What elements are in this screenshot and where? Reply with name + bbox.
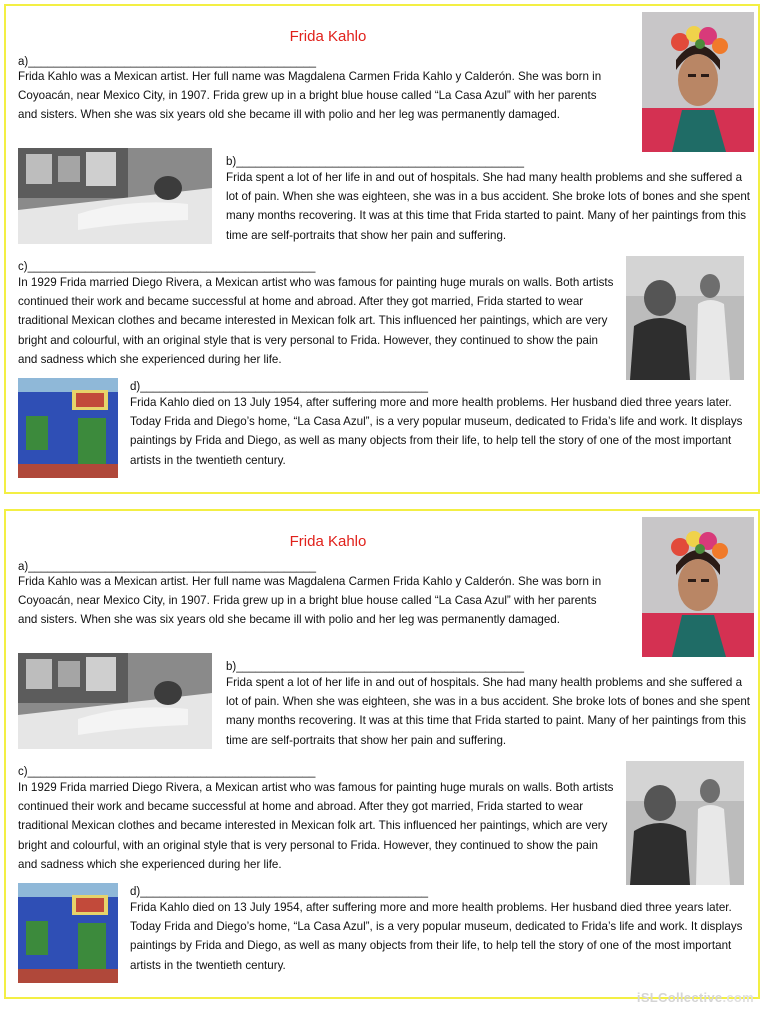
section-d-answer-line[interactable]: d)_____________________________________________	[130, 886, 429, 898]
section-b-paragraph: Frida spent a lot of her life in and out of hospitals. She had many health problems and she suffered a lot of pain. When she was eighteen, she was in a bus accident. She broke lots of bones and she spent many months recovering. It was at this time that Frida started to paint. Many of her paintings from this time are self-portraits that show her pain and suffering.	[226, 676, 750, 747]
section-d-answer-line[interactable]: d)_____________________________________________	[130, 381, 429, 393]
section-d-paragraph: Frida Kahlo died on 13 July 1954, after suffering more and more health problems. Her husband died three years later. Today Frida and Diego’s home, “La Casa Azul”, is a very popular museum, dedicated to Frida’s life and work. It displays paintings by Frida and Diego, as well as many objects from their life, to help tell the story of one of the most important artists in the twentieth century.	[130, 396, 743, 467]
islcollective-watermark	[637, 990, 754, 1005]
watermark-brand: iSLCollective	[636, 990, 723, 1005]
frida-and-diego-photo	[626, 761, 744, 885]
section-a-paragraph: Frida Kahlo was a Mexican artist. Her full name was Magdalena Carmen Frida Kahlo y Calderón. She was born in Coyoacán, near Mexico City, in 1907. Frida grew up in a bright blue house called “La Casa Azul” with her parents and sisters. When she was six years old she became ill with polio and her leg was permanently damaged.	[18, 70, 602, 122]
section-c-paragraph: In 1929 Frida married Diego Rivera, a Mexican artist who was famous for painting huge murals on walls. Both artists continued their work and became successful at home and abroad. After they got married, Frida started to wear traditional Mexican clothes and became interested in Mexican folk art. This influenced her paintings, which are very bright and colourful, with an original style that is very personal to Frida. However, they continued to show the pain and sadness which she experienced during her life.	[18, 276, 614, 366]
section-b-answer-line[interactable]: b)_____________________________________________	[226, 156, 525, 168]
worksheet-copy-2	[4, 509, 760, 999]
section-c-answer-line[interactable]: c)_____________________________________________	[18, 766, 316, 778]
hospital-bed-image	[18, 653, 212, 749]
section-c-paragraph: In 1929 Frida married Diego Rivera, a Mexican artist who was famous for painting huge murals on walls. Both artists continued their work and became successful at home and abroad. After they got married, Frida started to wear traditional Mexican clothes and became interested in Mexican folk art. This influenced her paintings, which are very bright and colourful, with an original style that is very personal to Frida. However, they continued to show the pain and sadness which she experienced during her life.	[18, 781, 614, 871]
section-a-paragraph: Frida Kahlo was a Mexican artist. Her full name was Magdalena Carmen Frida Kahlo y Calderón. She was born in Coyoacán, near Mexico City, in 1907. Frida grew up in a bright blue house called “La Casa Azul” with her parents and sisters. When she was six years old she became ill with polio and her leg was permanently damaged.	[18, 575, 602, 627]
worksheet-title: Frida Kahlo	[289, 533, 367, 550]
watermark-domain: .com	[722, 990, 754, 1005]
worksheet-title: Frida Kahlo	[289, 28, 367, 45]
section-a-answer-line[interactable]: a)_____________________________________________	[18, 561, 317, 573]
frida-portrait-image	[642, 12, 754, 152]
casa-azul-museum-image	[18, 378, 118, 478]
section-d-paragraph: Frida Kahlo died on 13 July 1954, after suffering more and more health problems. Her husband died three years later. Today Frida and Diego’s home, “La Casa Azul”, is a very popular museum, dedicated to Frida’s life and work. It displays paintings by Frida and Diego, as well as many objects from their life, to help tell the story of one of the most important artists in the twentieth century.	[130, 901, 743, 972]
casa-azul-museum-image	[18, 883, 118, 983]
section-a-answer-line[interactable]: a)_____________________________________________	[18, 56, 317, 68]
frida-portrait-image	[642, 517, 754, 657]
frida-and-diego-photo	[626, 256, 744, 380]
worksheet-copy-1	[4, 4, 760, 494]
section-b-answer-line[interactable]: b)_____________________________________________	[226, 661, 525, 673]
section-c-answer-line[interactable]: c)_____________________________________________	[18, 261, 316, 273]
hospital-bed-image	[18, 148, 212, 244]
section-b-paragraph: Frida spent a lot of her life in and out of hospitals. She had many health problems and she suffered a lot of pain. When she was eighteen, she was in a bus accident. She broke lots of bones and she spent many months recovering. It was at this time that Frida started to paint. Many of her paintings from this time are self-portraits that show her pain and suffering.	[226, 171, 750, 242]
